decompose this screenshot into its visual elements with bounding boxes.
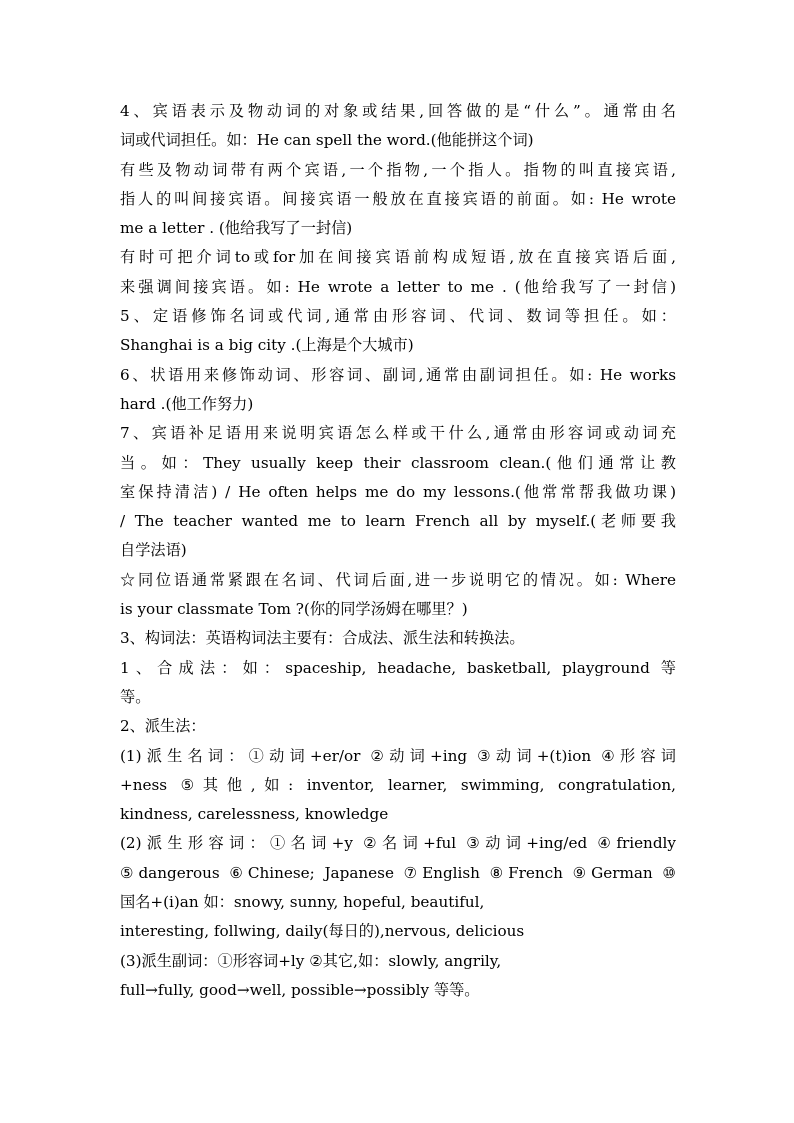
text-line: ☆同位语通常紧跟在名词、代词后面,进一步说明它的情况。如: Where: [120, 570, 676, 589]
text-line: +ness ⑤其他,如: inventor, learner, swimming, congratulation,: [120, 775, 676, 794]
text-line: 等。: [120, 687, 151, 706]
text-line: 1、合成法：如：spaceship, headache, basketball, playground 等: [120, 658, 676, 677]
text-line: (1)派生名词：①动词+er/or ②动词+ing ③动词+(t)ion ④形容词: [120, 746, 676, 765]
text-line: 5、定语修饰名词或代词,通常由形容词、代词、数词等担任。如：: [120, 307, 676, 326]
text-line: 室保持清洁) / He often helps me do my lessons.(他常常帮我做功课): [120, 482, 676, 501]
text-line: / The teacher wanted me to learn French all by myself.(老师要我: [120, 512, 676, 531]
text-line: 7、宾语补足语用来说明宾语怎么样或干什么,通常由形容词或动词充: [120, 424, 676, 443]
text-line: is your classmate Tom ?(你的同学汤姆在哪里？): [120, 600, 468, 619]
text-line: 自学法语): [120, 541, 187, 560]
text-line: 国名+(i)an 如：snowy, sunny, hopeful, beautiful,: [120, 893, 485, 912]
text-line: 当。如：They usually keep their classroom clean.(他们通常让教: [120, 453, 676, 472]
text-line: 来强调间接宾语。如: He wrote a letter to me . (他给我写了一封信): [120, 277, 676, 296]
text-line: 4、宾语表示及物动词的对象或结果,回答做的是“什么”。通常由名: [120, 102, 676, 120]
text-line: kindness, carelessness, knowledge: [120, 805, 389, 824]
text-line: 3、构词法：英语构词法主要有：合成法、派生法和转换法。: [120, 629, 525, 648]
text-line: ⑤dangerous ⑥Chinese; Japanese ⑦English ⑧French ⑨German ⑩: [120, 863, 676, 882]
text-line: (2)派生形容词：①名词+y ②名词+ful ③动词+ing/ed ④friendly: [120, 834, 676, 853]
text-line: me a letter . (他给我写了一封信): [120, 219, 353, 238]
text-line: 有时可把介词to或for加在间接宾语前构成短语,放在直接宾语后面,: [120, 248, 676, 267]
text-line: 2、派生法：: [120, 717, 206, 736]
text-line: Shanghai is a big city .(上海是个大城市): [120, 336, 414, 355]
text-line: hard .(他工作努力): [120, 394, 254, 413]
text-line: 6、状语用来修饰动词、形容词、副词,通常由副词担任。如: He works: [120, 365, 676, 384]
text-line: interesting, follwing, daily(每日的),nervous, delicious: [120, 922, 525, 941]
text-line: 有些及物动词带有两个宾语,一个指物,一个指人。指物的叫直接宾语,: [120, 160, 676, 179]
text-line: 词或代词担任。如：He can spell the word.(他能拼这个词): [120, 131, 534, 150]
text-line: (3)派生副词：①形容词+ly ②其它,如：slowly, angrily,: [120, 951, 502, 970]
document-body: [120, 97, 676, 1005]
text-line: full→fully, good→well, possible→possibly 等等。: [120, 980, 480, 999]
text-line: 指人的叫间接宾语。间接宾语一般放在直接宾语的前面。如: He wrote: [120, 189, 676, 208]
